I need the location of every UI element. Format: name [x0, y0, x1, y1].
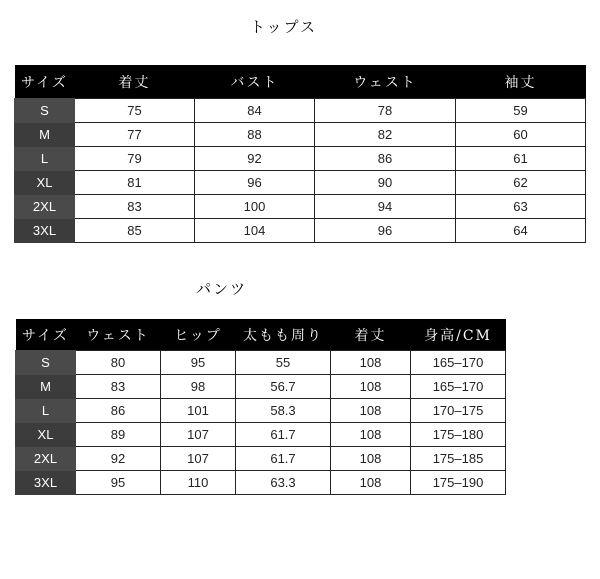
- table-cell: 85: [75, 219, 195, 243]
- table-cell: 63: [456, 195, 586, 219]
- table-cell: 108: [331, 375, 411, 399]
- table-cell: 78: [315, 99, 456, 123]
- size-label: M: [16, 375, 76, 399]
- table-cell: 77: [75, 123, 195, 147]
- table-cell: 58.3: [236, 399, 331, 423]
- table-row: [15, 99, 586, 123]
- size-label: XL: [15, 171, 75, 195]
- size-label: XL: [16, 423, 76, 447]
- table-cell: 82: [315, 123, 456, 147]
- pants-header-size: サイズ: [16, 319, 76, 351]
- table-cell: 84: [195, 99, 315, 123]
- table-cell: 107: [161, 423, 236, 447]
- table-row: [15, 171, 586, 195]
- table-cell: 63.3: [236, 471, 331, 495]
- table-cell: 100: [195, 195, 315, 219]
- table-cell: 92: [76, 447, 161, 471]
- table-cell: 175–190: [411, 471, 506, 495]
- table-cell: 59: [456, 99, 586, 123]
- table-cell: 108: [331, 423, 411, 447]
- table-cell: 56.7: [236, 375, 331, 399]
- table-cell: 81: [75, 171, 195, 195]
- table-cell: 55: [236, 351, 331, 375]
- table-cell: 170–175: [411, 399, 506, 423]
- table-cell: 95: [161, 351, 236, 375]
- table-cell: 107: [161, 447, 236, 471]
- tops-section-title: トップス: [250, 18, 317, 36]
- table-row: [15, 123, 586, 147]
- pants-header-hip: ヒップ: [161, 319, 236, 351]
- table-cell: 86: [315, 147, 456, 171]
- table-cell: 108: [331, 471, 411, 495]
- table-cell: 101: [161, 399, 236, 423]
- table-row: [15, 219, 586, 243]
- pants-size-table: [15, 319, 506, 495]
- table-cell: 165–170: [411, 351, 506, 375]
- pants-header-row: [16, 319, 506, 351]
- size-label: L: [15, 147, 75, 171]
- table-cell: 98: [161, 375, 236, 399]
- tops-header-waist: ウェスト: [315, 65, 456, 99]
- table-cell: 96: [315, 219, 456, 243]
- table-cell: 175–185: [411, 447, 506, 471]
- size-label: 2XL: [16, 447, 76, 471]
- table-cell: 61.7: [236, 447, 331, 471]
- table-cell: 80: [76, 351, 161, 375]
- table-row: [16, 471, 506, 495]
- table-row: [16, 375, 506, 399]
- size-label: S: [16, 351, 76, 375]
- pants-header-thigh: 太もも周り: [236, 319, 331, 351]
- size-label: 2XL: [15, 195, 75, 219]
- table-cell: 89: [76, 423, 161, 447]
- tops-header-bust: バスト: [195, 65, 315, 99]
- table-cell: 88: [195, 123, 315, 147]
- table-cell: 62: [456, 171, 586, 195]
- size-label: 3XL: [16, 471, 76, 495]
- table-cell: 108: [331, 447, 411, 471]
- pants-header-length: 着丈: [331, 319, 411, 351]
- table-cell: 104: [195, 219, 315, 243]
- table-cell: 110: [161, 471, 236, 495]
- table-cell: 61.7: [236, 423, 331, 447]
- table-row: [15, 147, 586, 171]
- table-cell: 90: [315, 171, 456, 195]
- tops-header-row: [15, 65, 586, 99]
- tops-size-table: [14, 65, 586, 243]
- table-cell: 95: [76, 471, 161, 495]
- size-label: M: [15, 123, 75, 147]
- tops-header-length: 着丈: [75, 65, 195, 99]
- table-cell: 108: [331, 351, 411, 375]
- table-cell: 165–170: [411, 375, 506, 399]
- table-cell: 86: [76, 399, 161, 423]
- table-cell: 94: [315, 195, 456, 219]
- table-cell: 60: [456, 123, 586, 147]
- table-row: [16, 447, 506, 471]
- table-cell: 75: [75, 99, 195, 123]
- size-label: L: [16, 399, 76, 423]
- size-label: S: [15, 99, 75, 123]
- table-cell: 61: [456, 147, 586, 171]
- table-cell: 83: [75, 195, 195, 219]
- table-cell: 83: [76, 375, 161, 399]
- table-cell: 175–180: [411, 423, 506, 447]
- tops-header-size: サイズ: [15, 65, 75, 99]
- pants-section-title: パンツ: [196, 280, 248, 298]
- table-cell: 96: [195, 171, 315, 195]
- tops-header-sleeve: 袖丈: [456, 65, 586, 99]
- table-row: [16, 423, 506, 447]
- table-row: [15, 195, 586, 219]
- size-label: 3XL: [15, 219, 75, 243]
- table-cell: 92: [195, 147, 315, 171]
- table-cell: 79: [75, 147, 195, 171]
- pants-header-waist: ウェスト: [76, 319, 161, 351]
- table-cell: 64: [456, 219, 586, 243]
- table-cell: 108: [331, 399, 411, 423]
- table-row: [16, 399, 506, 423]
- pants-header-height: 身高/CM: [411, 319, 506, 351]
- table-row: [16, 351, 506, 375]
